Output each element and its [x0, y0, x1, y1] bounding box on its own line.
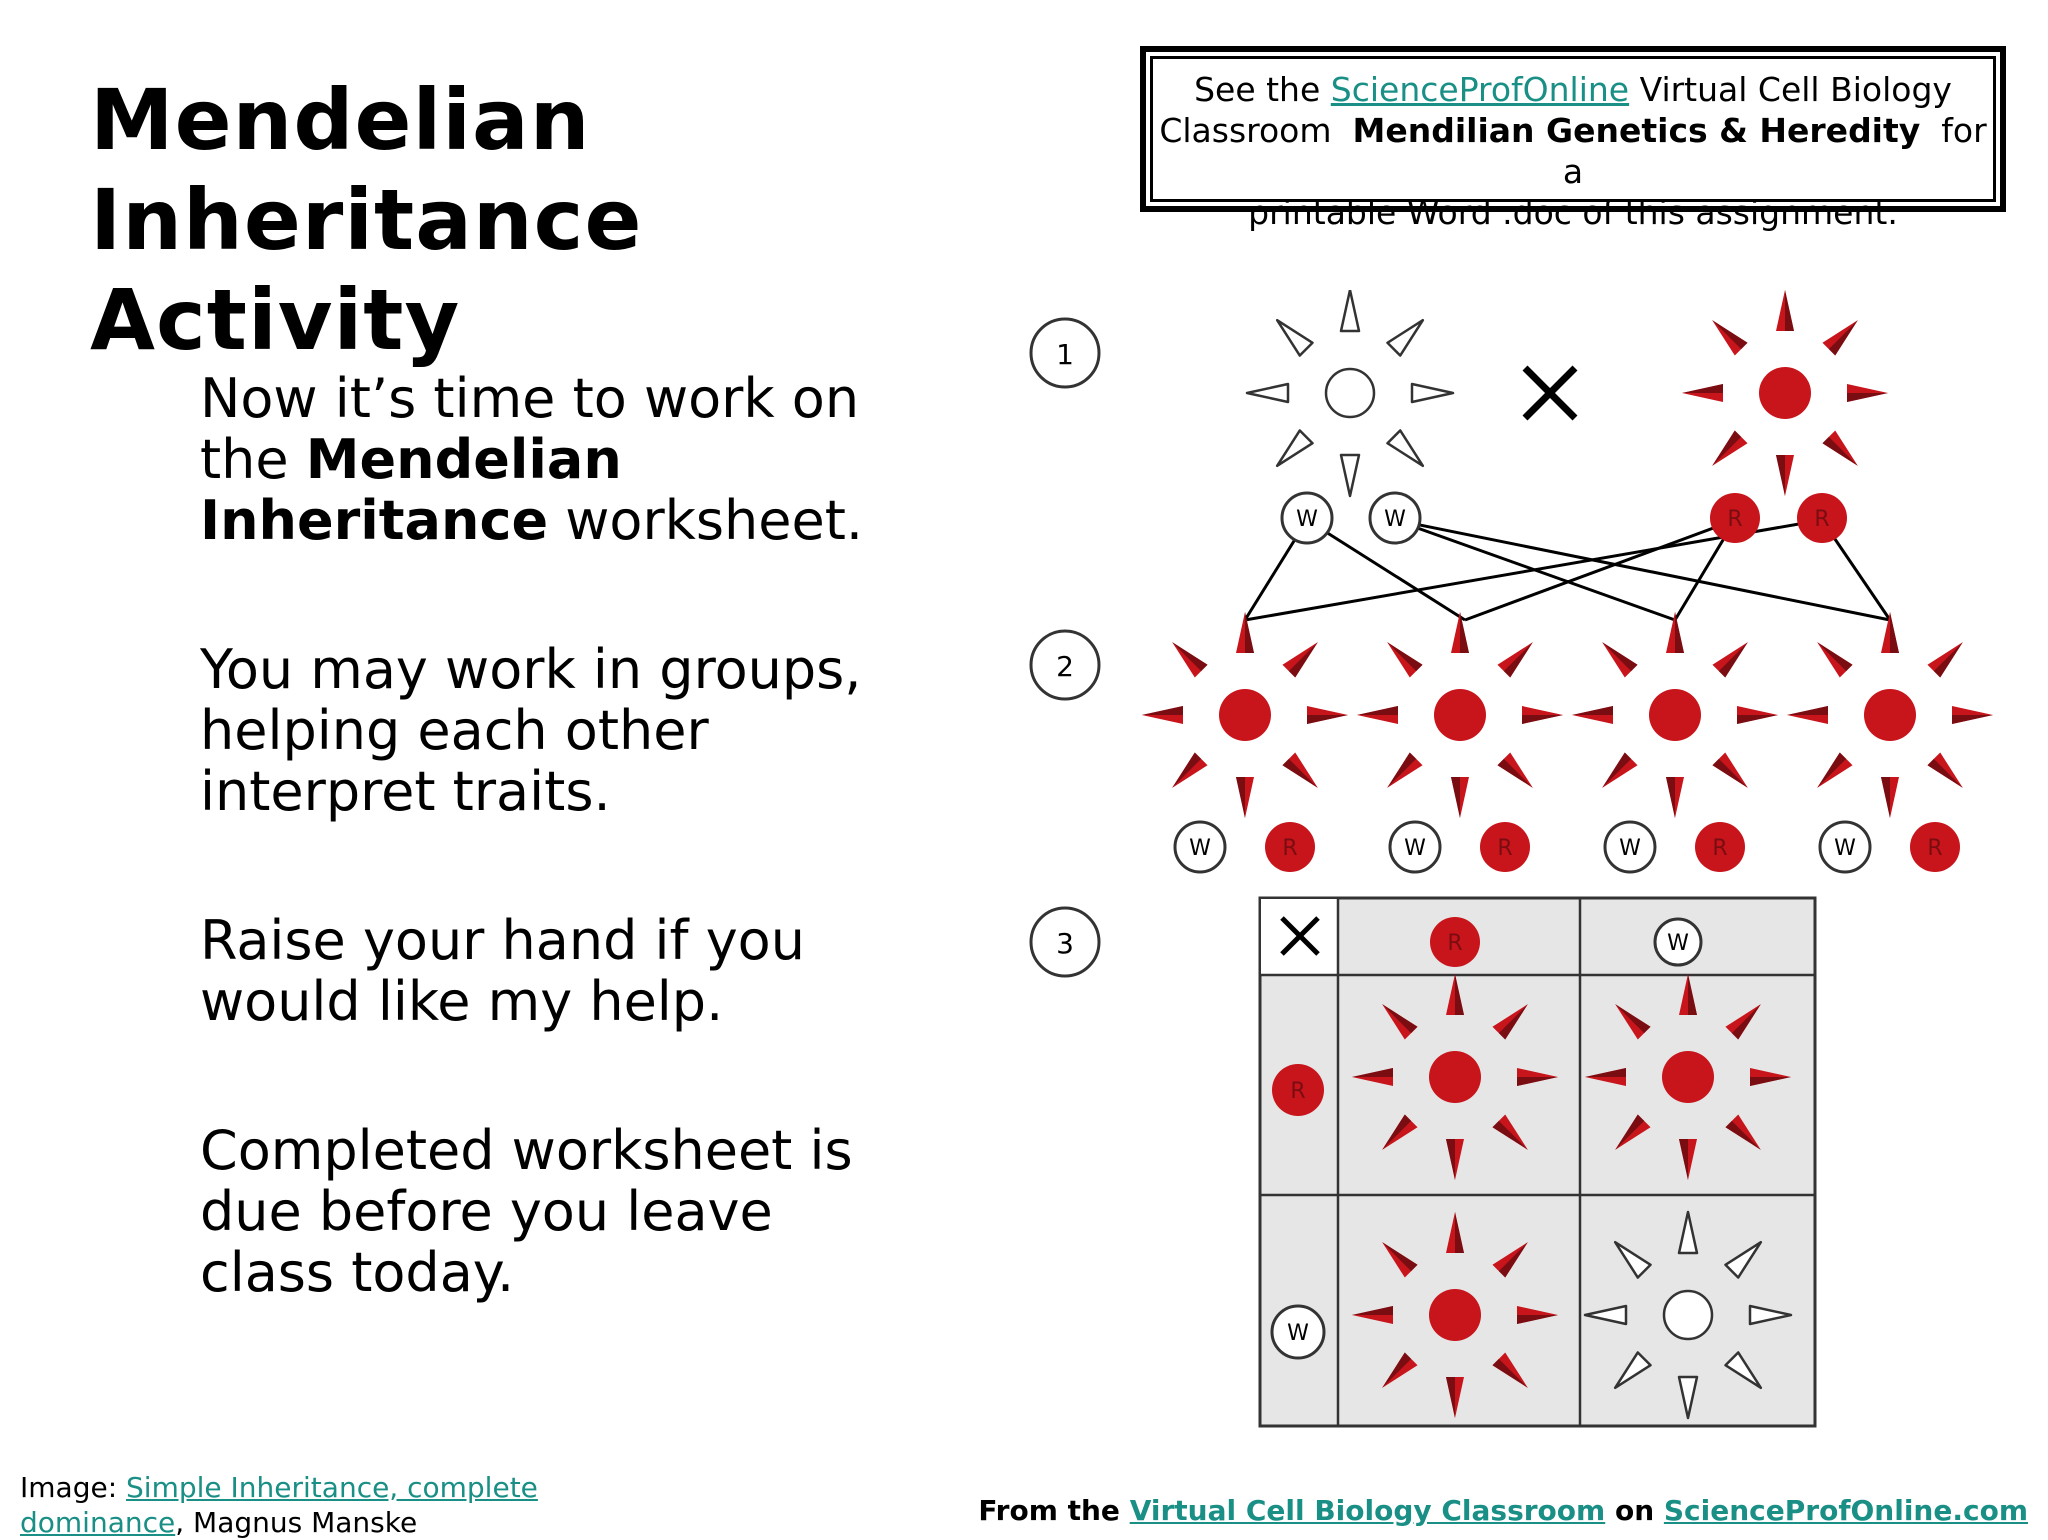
info-box	[1140, 46, 2006, 232]
punnett-square	[1260, 898, 1815, 1426]
allele-w-1-label: W	[1296, 507, 1318, 532]
offspring-flower-3	[1572, 612, 1778, 818]
allele-r-2-label: R	[1814, 507, 1830, 532]
credit-author: , Magnus Manske	[175, 1506, 418, 1539]
instruction-1	[200, 368, 900, 551]
punnett-row-w-label: W	[1287, 1321, 1309, 1346]
offspring-3-r: R	[1712, 836, 1728, 861]
page-title: Mendelian Inheritance Activity	[90, 71, 643, 369]
punnett-row-r-label: R	[1290, 1079, 1306, 1104]
instruction-4: Completed worksheet is due before you leave class today.	[200, 1119, 853, 1304]
instruction-1-bold: Mendelian Inheritance	[200, 428, 622, 552]
punnett-row-r	[1272, 1064, 1324, 1116]
info-text-1: See the	[1194, 70, 1331, 109]
credit-prefix: Image:	[20, 1471, 127, 1504]
cross-icon	[1525, 368, 1575, 418]
footer	[978, 1493, 2028, 1528]
offspring-4-r: R	[1927, 836, 1943, 861]
scienceprofonline-link[interactable]: ScienceProfOnline	[1330, 70, 1630, 109]
allele-r-1	[1710, 493, 1760, 543]
info-text-5: printable Word .doc of this assignment.	[1248, 193, 1898, 232]
step-marker-3	[1031, 908, 1099, 976]
allele-r-2	[1797, 493, 1847, 543]
info-topic: Mendilian Genetics & Heredity	[1352, 111, 1921, 150]
instructions	[200, 368, 900, 1391]
offspring-flower-2	[1357, 612, 1563, 818]
info-text-4: for a	[1562, 111, 1987, 191]
footer-site-link[interactable]: ScienceProfOnline.com	[1663, 1494, 2028, 1527]
allele-w-2	[1370, 493, 1420, 543]
footer-middle: on	[1605, 1494, 1664, 1527]
inheritance-diagram	[1010, 290, 2010, 1440]
parent-white-flower	[1247, 290, 1453, 496]
image-credit	[20, 1470, 620, 1540]
offspring-1-alleles	[1175, 822, 1315, 872]
info-text-3: Classroom	[1159, 111, 1342, 150]
allele-r-1-label: R	[1727, 507, 1743, 532]
punnett-row-w	[1272, 1306, 1324, 1358]
instruction-2: You may work in groups, helping each other interpret traits.	[200, 638, 862, 823]
instruction-1-post: worksheet.	[548, 489, 864, 552]
footer-prefix: From the	[978, 1494, 1130, 1527]
punnett-flower-ww	[1585, 1212, 1791, 1418]
punnett-header-r	[1430, 917, 1480, 967]
step-marker-1	[1031, 319, 1099, 387]
offspring-2-r: R	[1497, 836, 1513, 861]
offspring-1-r: R	[1282, 836, 1298, 861]
parent-red-flower	[1682, 290, 1888, 496]
instruction-3: Raise your hand if you would like my help.	[200, 909, 805, 1033]
punnett-flower-rr	[1352, 974, 1558, 1180]
allele-w-1	[1282, 493, 1332, 543]
offspring-3-w: W	[1619, 836, 1641, 861]
instruction-1-pre: Now it’s time to work on the	[200, 367, 860, 491]
punnett-header-w	[1655, 919, 1701, 965]
step-3-label: 3	[1056, 927, 1074, 960]
offspring-alleles	[1175, 822, 1960, 872]
offspring-1-w: W	[1189, 836, 1211, 861]
offspring-2-alleles	[1390, 822, 1530, 872]
info-box-text	[1150, 56, 1996, 232]
punnett-header-r-label: R	[1447, 931, 1463, 956]
offspring-flower-1	[1142, 612, 1348, 818]
offspring-3-alleles	[1605, 822, 1745, 872]
gamete-lines	[1245, 520, 1890, 620]
offspring-4-w: W	[1834, 836, 1856, 861]
offspring-flower-4	[1787, 612, 1993, 818]
punnett-flower-rw	[1585, 974, 1791, 1180]
footer-classroom-link[interactable]: Virtual Cell Biology Classroom	[1129, 1494, 1606, 1527]
step-marker-2	[1031, 631, 1099, 699]
punnett-header-w-label: W	[1667, 931, 1689, 956]
offspring-2-w: W	[1404, 836, 1426, 861]
step-1-label: 1	[1056, 338, 1074, 371]
step-2-label: 2	[1056, 650, 1074, 683]
punnett-flower-wr	[1352, 1212, 1558, 1418]
offspring-4-alleles	[1820, 822, 1960, 872]
credit-link[interactable]: Simple Inheritance, complete dominance	[20, 1471, 538, 1539]
info-text-2: Virtual Cell Biology	[1629, 70, 1952, 109]
allele-w-2-label: W	[1384, 507, 1406, 532]
